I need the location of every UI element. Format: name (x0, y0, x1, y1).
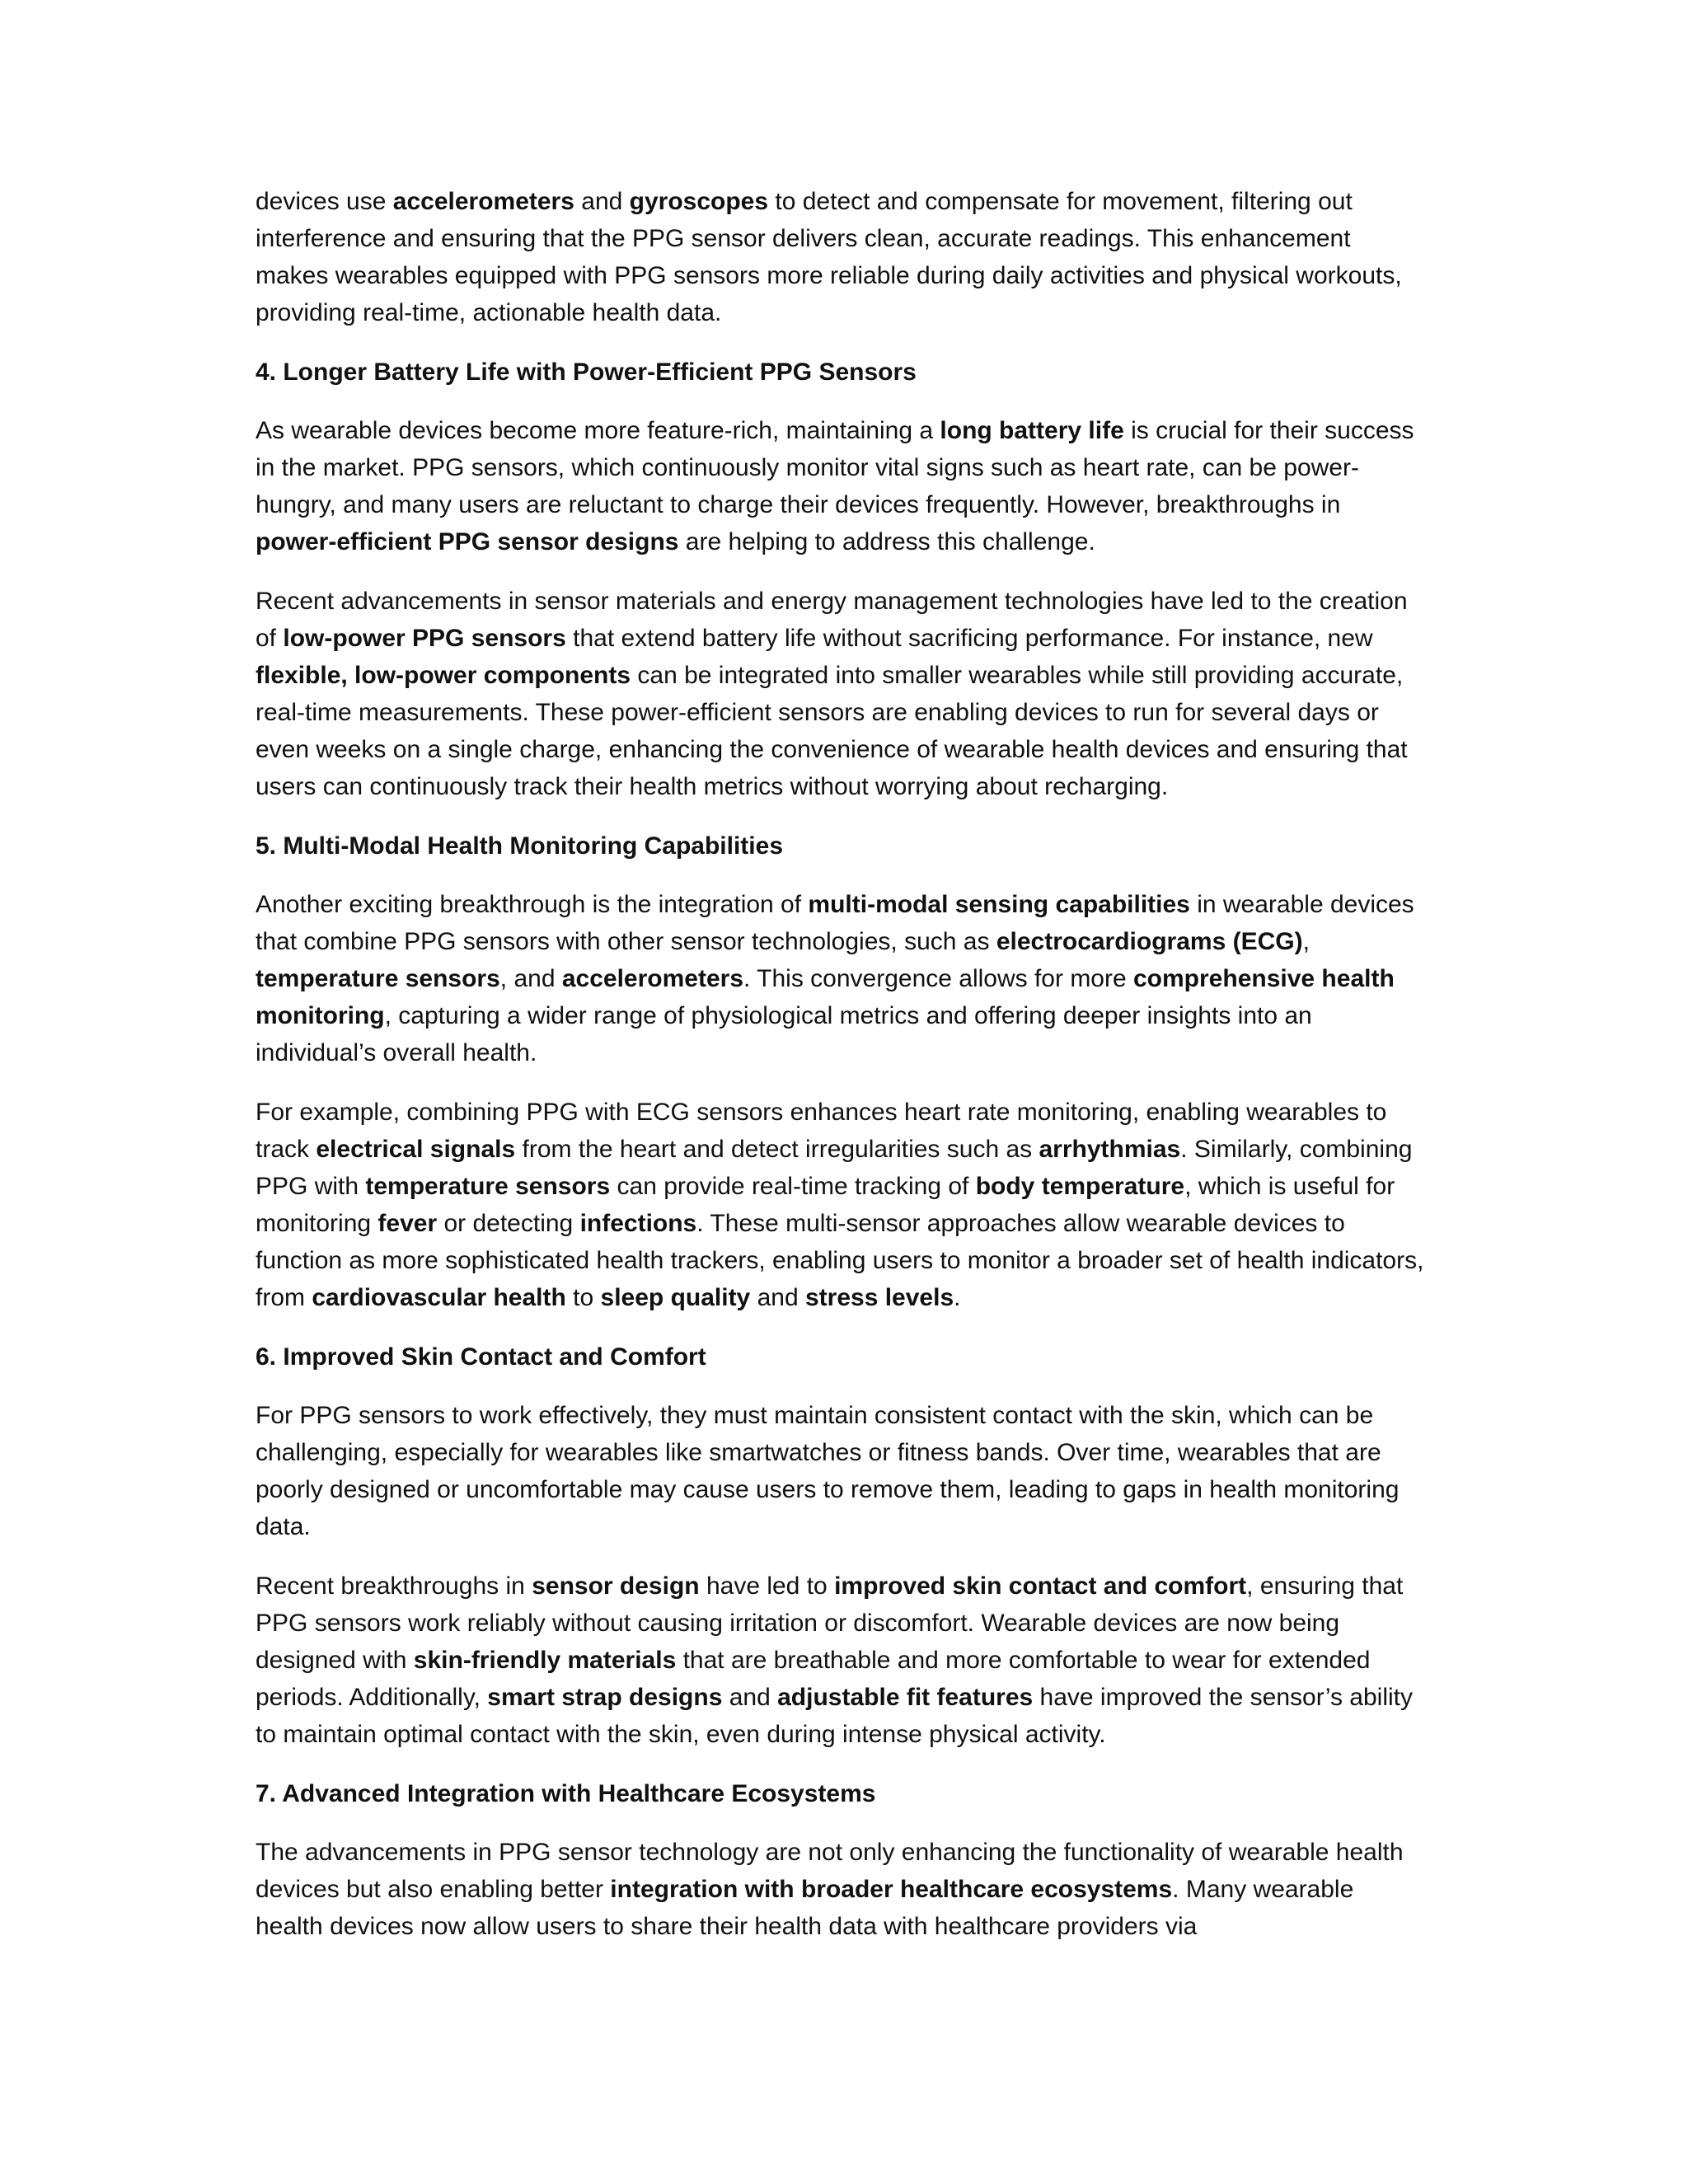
text-run: in wearable devices that combine PPG sensors with other sensor technologies, such as (256, 891, 1414, 955)
body-paragraph (256, 1397, 1426, 1545)
bold-term: stress levels (804, 1284, 954, 1311)
text-run: . This convergence allows for more (743, 965, 1133, 992)
text-run: is crucial for their success in the market. PPG sensors, which continuously monitor vital signs such as heart rate, can be power-hungry, and many users are reluctant to charge their devices frequently. However, breakthroughs in (256, 417, 1414, 518)
section-heading (256, 354, 1426, 391)
bold-term: low-power PPG sensors (283, 625, 566, 652)
text-run: have improved the sensor’s ability to maintain optimal contact with the skin, even during intense physical activity. (256, 1684, 1413, 1748)
bold-term: temperature sensors (365, 1173, 611, 1200)
bold-term: sleep quality (600, 1284, 751, 1311)
bold-term: temperature sensors (256, 965, 500, 992)
body-paragraph (256, 1094, 1426, 1316)
text-run: or detecting (437, 1210, 580, 1237)
text-run: to (565, 1284, 601, 1311)
text-run: As wearable devices become more feature-rich, maintaining a (256, 417, 940, 444)
text-run: and (750, 1284, 805, 1311)
section-heading (256, 1775, 1426, 1812)
text-run: 6. Improved Skin Contact and Comfort (256, 1343, 706, 1371)
bold-term: accelerometers (561, 965, 744, 992)
section-heading (256, 827, 1426, 865)
bold-term: flexible, low-power components (256, 662, 631, 689)
text-run: , capturing a wider range of physiological metrics and offering deeper insights into an individual’s overall health. (256, 1002, 1312, 1066)
text-run: For PPG sensors to work effectively, they must maintain consistent contact with the skin, which can be challenging, especially for wearables like smartwatches or fitness bands. Over time, wearables that are poorly designed or uncomfortable may cause users to remove them, leading to gaps in health monitoring data. (256, 1402, 1400, 1540)
text-run: from the heart and detect irregularities such as (515, 1136, 1039, 1163)
text-run: 7. Advanced Integration with Healthcare Ecosystems (256, 1780, 876, 1807)
text-run: devices use (256, 188, 393, 215)
bold-term: infections (579, 1210, 697, 1237)
body-paragraph (256, 583, 1426, 805)
text-run: . (954, 1284, 961, 1311)
bold-term: fever (377, 1210, 438, 1237)
bold-term: integration with broader healthcare ecosystems (610, 1876, 1173, 1903)
text-run: . These multi-sensor approaches allow wearable devices to function as more sophisticated health trackers, enabling users to monitor a broader set of health indicators, from (256, 1210, 1424, 1311)
text-run: to detect and compensate for movement, filtering out interference and ensuring that the PPG sensor delivers clean, accurate readings. This enhancement makes wearables equipped with PPG sensors more reliable during daily activities and physical workouts, providing real-time, actionable health data. (256, 188, 1402, 326)
body-paragraph (256, 412, 1426, 560)
text-run: that are breathable and more comfortable to wear for extended periods. Additionally, (256, 1647, 1371, 1711)
bold-term: multi-modal sensing capabilities (808, 891, 1190, 918)
text-run: For example, combining PPG with ECG sensors enhances heart rate monitoring, enabling wearables to track (256, 1099, 1387, 1163)
text-run: 4. Longer Battery Life with Power-Efficient PPG Sensors (256, 359, 917, 386)
section-heading (256, 1338, 1426, 1376)
text-run: Another exciting breakthrough is the integration of (256, 891, 809, 918)
text-run: , which is useful for monitoring (256, 1173, 1395, 1237)
text-run: are helping to address this challenge. (678, 528, 1095, 555)
bold-term: electrical signals (316, 1136, 516, 1163)
text-run: , (1302, 928, 1310, 955)
text-run: and (722, 1684, 778, 1711)
bold-term: improved skin contact and comfort (834, 1572, 1247, 1600)
text-run: and (574, 188, 630, 215)
bold-term: power-efficient PPG sensor designs (256, 528, 679, 555)
bold-term: gyroscopes (629, 188, 769, 215)
text-run: Recent advancements in sensor materials and energy management technologies have led to the creation of (256, 588, 1408, 652)
text-run: 5. Multi-Modal Health Monitoring Capabilities (256, 832, 784, 860)
bold-term: accelerometers (392, 188, 574, 215)
bold-term: body temperature (975, 1173, 1185, 1200)
bold-term: comprehensive health monitoring (256, 965, 1395, 1029)
text-run: have led to (699, 1572, 835, 1600)
text-run: . Many wearable health devices now allow users to share their health data with healthcare providers via (256, 1876, 1354, 1940)
text-run: . Similarly, combining PPG with (256, 1136, 1413, 1200)
text-run: can be integrated into smaller wearables while still providing accurate, real-time measurements. These power-efficient sensors are enabling devices to run for several days or even weeks on a single charge, enhancing the convenience of wearable health devices and ensuring that users can continuously track their health metrics without worrying about recharging. (256, 662, 1408, 800)
text-run: , and (499, 965, 562, 992)
bold-term: long battery life (940, 417, 1124, 444)
body-paragraph (256, 1834, 1426, 1945)
bold-term: electrocardiograms (ECG) (996, 928, 1303, 955)
bold-term: arrhythmias (1039, 1136, 1181, 1163)
bold-term: sensor design (532, 1572, 700, 1600)
bold-term: adjustable fit features (777, 1684, 1034, 1711)
body-paragraph (256, 886, 1426, 1071)
text-run: that extend battery life without sacrificing performance. For instance, new (565, 625, 1373, 652)
text-run: can provide real-time tracking of (610, 1173, 976, 1200)
bold-term: skin-friendly materials (413, 1647, 677, 1674)
body-paragraph (256, 1568, 1426, 1753)
document-body (256, 183, 1426, 1967)
bold-term: cardiovascular health (312, 1284, 566, 1311)
text-run: , ensuring that PPG sensors work reliably without causing irritation or discomfort. Wearable devices are now being designed with (256, 1572, 1404, 1674)
text-run: Recent breakthroughs in (256, 1572, 532, 1600)
body-paragraph (256, 183, 1426, 331)
text-run: The advancements in PPG sensor technology are not only enhancing the functionality of wearable health devices but also enabling better (256, 1839, 1404, 1903)
bold-term: smart strap designs (487, 1684, 723, 1711)
